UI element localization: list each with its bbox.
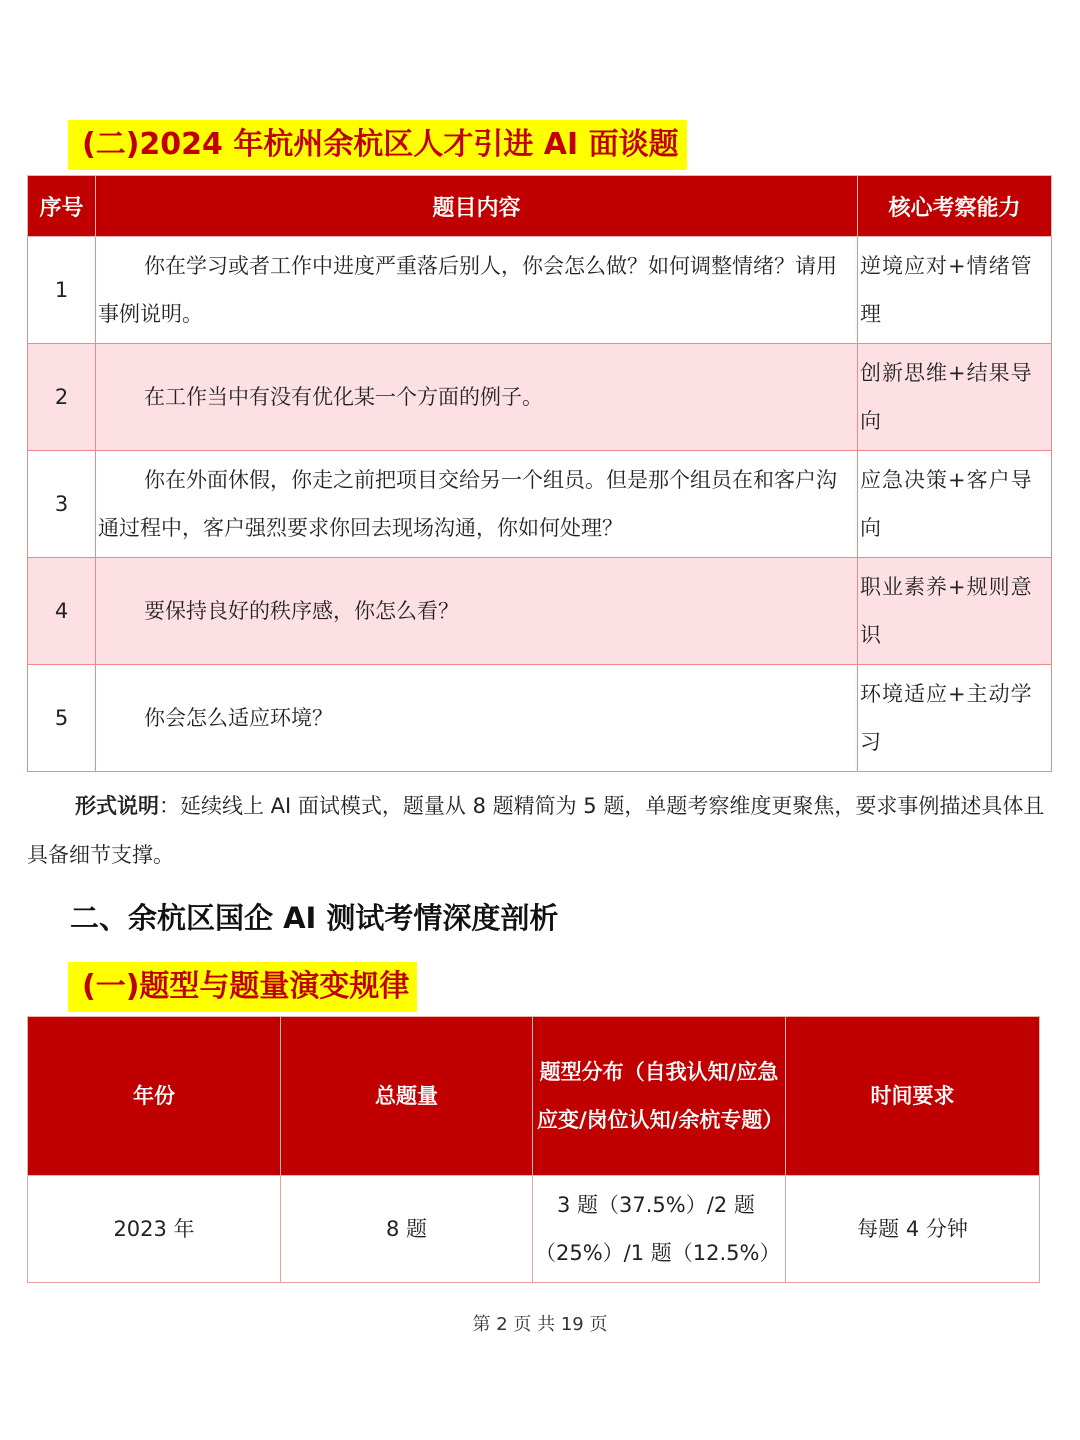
header-time: 时间要求 (786, 1017, 1040, 1176)
table-row (28, 665, 1052, 772)
row-time: 每题 4 分钟 (786, 1176, 1040, 1283)
format-note-label: 形式说明 (75, 794, 159, 818)
subsection-title-evolution: (一)题型与题量演变规律 (68, 962, 417, 1012)
row-ability: 逆境应对+情绪管理 (858, 237, 1052, 344)
row-ability: 职业素养+规则意识 (858, 558, 1052, 665)
row-question: 在工作当中有没有优化某一个方面的例子。 (96, 344, 858, 451)
table-header-row (28, 176, 1052, 237)
row-question: 你会怎么适应环境？ (96, 665, 858, 772)
row-ability: 环境适应+主动学习 (858, 665, 1052, 772)
header-ability: 核心考察能力 (858, 176, 1052, 237)
table-row (28, 1176, 1040, 1283)
format-note-text: ：延续线上 AI 面试模式，题量从 8 题精简为 5 题，单题考察维度更聚焦，要求事例描述具体且具备细节支撑。 (27, 794, 1045, 867)
page-footer: 第 2 页 共 19 页 (472, 1314, 608, 1335)
header-distribution: 题型分布（自我认知/应急应变/岗位认知/余杭专题） (533, 1017, 786, 1176)
row-no: 2 (28, 344, 96, 451)
table-row (28, 344, 1052, 451)
ai-interview-table (27, 175, 1052, 772)
header-question: 题目内容 (96, 176, 858, 237)
row-no: 1 (28, 237, 96, 344)
table-row (28, 237, 1052, 344)
row-question: 你在外面休假，你走之前把项目交给另一个组员。但是那个组员在和客户沟通过程中，客户强烈要求你回去现场沟通，你如何处理？ (96, 451, 858, 558)
section-heading-analysis: 二、余杭区国企 AI 测试考情深度剖析 (70, 901, 559, 935)
table-row (28, 558, 1052, 665)
row-question: 你在学习或者工作中进度严重落后别人，你会怎么做？如何调整情绪？请用事例说明。 (96, 237, 858, 344)
row-no: 5 (28, 665, 96, 772)
row-ability: 创新思维+结果导向 (858, 344, 1052, 451)
row-distribution: 3 题（37.5%）/2 题（25%）/1 题（12.5%） (533, 1176, 786, 1283)
row-question: 要保持良好的秩序感，你怎么看？ (96, 558, 858, 665)
row-no: 4 (28, 558, 96, 665)
row-ability: 应急决策+客户导向 (858, 451, 1052, 558)
evolution-table (27, 1016, 1040, 1283)
row-no: 3 (28, 451, 96, 558)
header-no: 序号 (28, 176, 96, 237)
table-row (28, 451, 1052, 558)
table-header-row (28, 1017, 1040, 1176)
row-total: 8 题 (281, 1176, 533, 1283)
row-year: 2023 年 (28, 1176, 281, 1283)
format-note (27, 782, 1047, 880)
header-total: 总题量 (281, 1017, 533, 1176)
header-year: 年份 (28, 1017, 281, 1176)
section-title-ai-interview: (二)2024 年杭州余杭区人才引进 AI 面谈题 (68, 120, 687, 170)
